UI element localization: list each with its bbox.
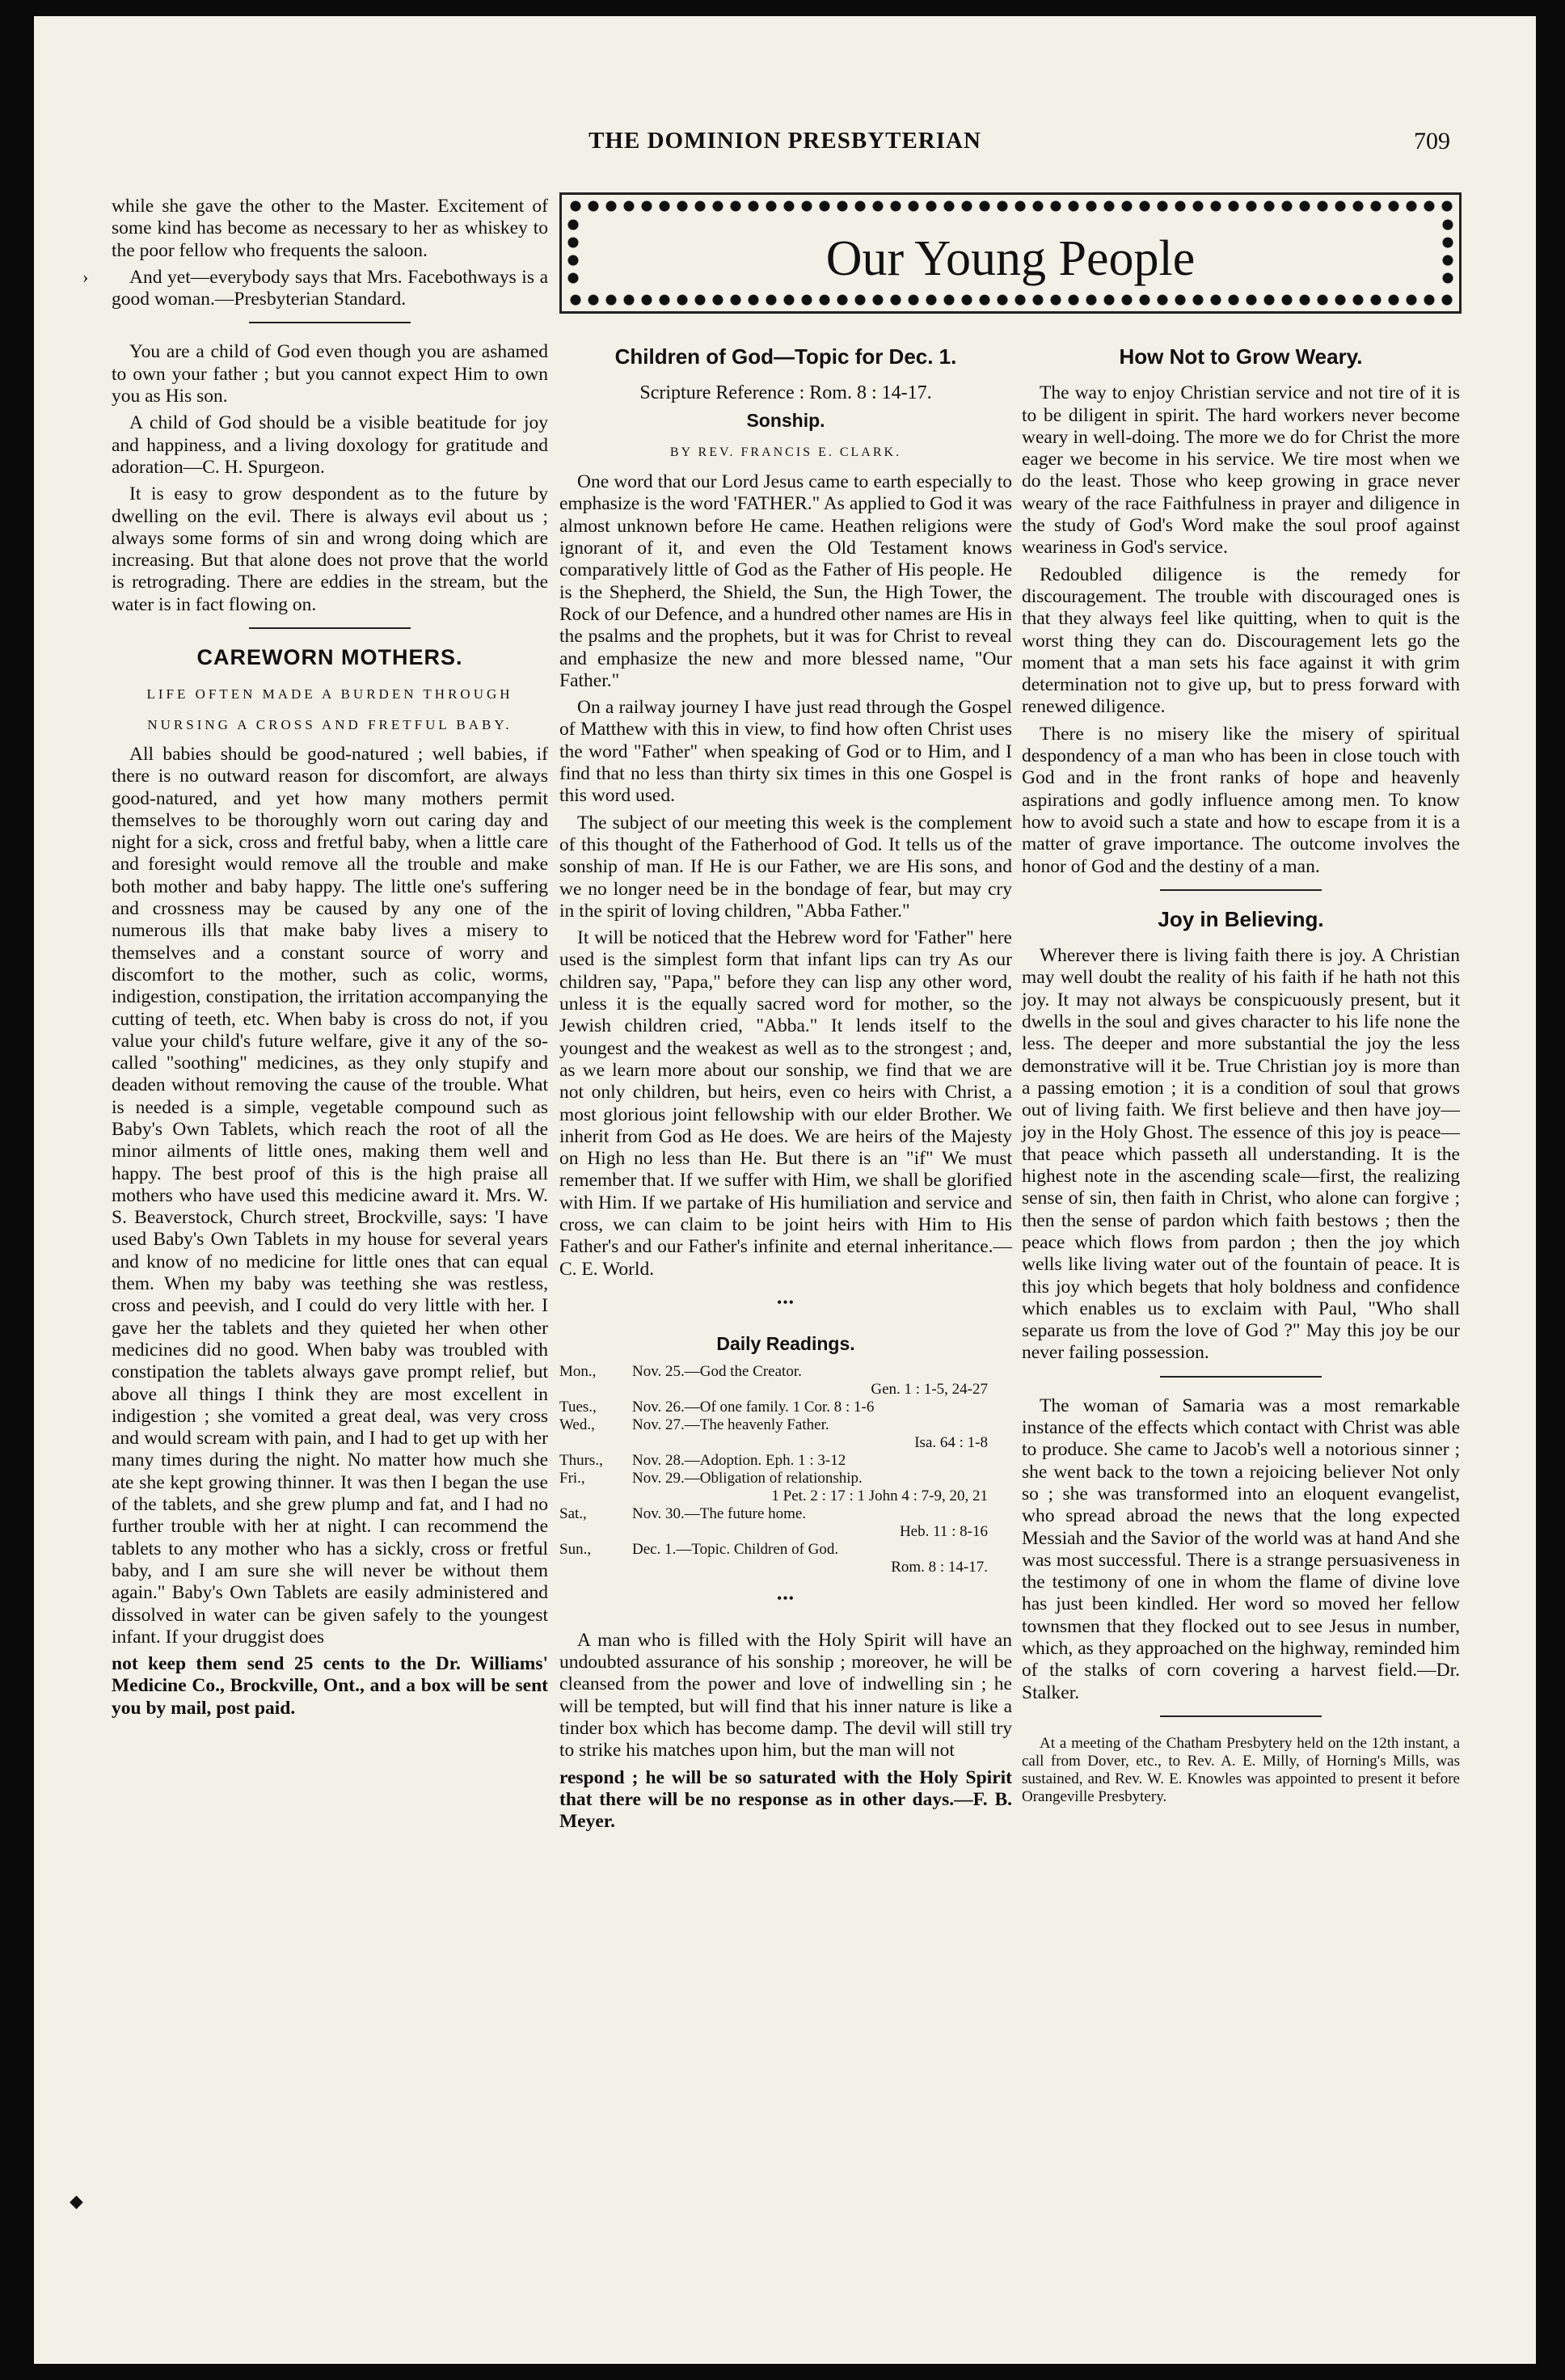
paragraph: A man who is filled with the Holy Spirit will have an undoubted assurance of his sonship ; moreover, he will be cleansed from the power and love of indwelling sin ; he will be tempted, but will find that his inner nature is like a tinder box which has become damp. The devil will still try to strike his matches upon him, but the man will not bbox=[559, 1629, 1012, 1762]
running-head: THE DOMINION PRESBYTERIAN bbox=[588, 128, 981, 154]
dot-border bbox=[567, 198, 1454, 214]
paragraph: The subject of our meeting this week is the complement of this thought of the Fatherhood of God. It tells us of the sonship of man. If He is our Father, we are His sons, and we no longer need be in the bondage of fear, but may cry in the spirit of loving children, "Abba Father." bbox=[559, 812, 1012, 922]
paragraph: One word that our Lord Jesus came to earth especially to emphasize is the word 'FATHER." As applied to God it was almost unknown before He came. Heathen religions were ignorant of it, and even the Old Testament knows comparatively little of God as the Father of His people. He is the Shepherd, the Shield, the Sun, the High Tower, the Rock of our Defence, and a hundred other names are His in the psalms and the prophets, but it was for Christ to reveal and emphasize the new and more blessed name, "Our Father." bbox=[559, 471, 1012, 691]
divider bbox=[1160, 1715, 1322, 1717]
article-subhead: NURSING A CROSS AND FRETFUL BABY. bbox=[147, 716, 513, 732]
paragraph: You are a child of God even though you are ashamed to own your father ; but you cannot expect Him to own you as His son. bbox=[112, 341, 548, 407]
paragraph: It is easy to grow despondent as to the future by dwelling on the evil. There is always evil about us ; always some forms of sin and wrong doing which are increasing. But that alone does not prove that the world is retrograding. There are eddies in the stream, but the water is in fact flowing on. bbox=[112, 483, 548, 615]
reading-row: Thurs., Nov. 28.—Adoption. Eph. 1 : 3-12 bbox=[559, 1452, 846, 1470]
readings-list bbox=[559, 1363, 1012, 1576]
article-title: How Not to Grow Weary. bbox=[1119, 344, 1363, 369]
paragraph: All babies should be good-natured ; well babies, if there is no outward reason for discomfort, are always good-natured, and yet how many mothers permit themselves to be thoroughly worn out caring day and night for a sick, cross and fretful baby, when a little care and foresight would remove all the trouble and make both mother and baby happy. The little one's suffering and crossness may be caused by any one of the numerous ills that make baby lives a misery to themselves and a constant source of worry and discomfort to the mother, such as colic, worms, indigestion, constipation, the irritation accompanying the cutting of teeth, etc. When baby is cross do not, if you value your child's future welfare, give it any of the so-called "soothing" medicines, as they only stupify and deaden without removing the cause of the trouble. What is needed is a simple, vegetable compound such as Baby's Own Tablets, which reach the root of all the minor ailments of little ones, making them well and happy. The best proof of this is the high praise all mothers who have used this medicine award it. Mrs. W. S. Beaverstock, Church street, Brockville, says: 'I have used Baby's Own Tablets in my house for several years and know of no medicine for little ones that can equal them. When my baby was teething she was restless, cross and peevish, and I could do very little with her. I gave her the tablets and they quieted her when other medicines did no good. When baby was troubled with constipation the tablets always gave prompt relief, but above all things I think they are most excellent in indigestion ; she vomited a great deal, was very cross and would scream with pain, and I had to get up with her many times during the night. No matter how much she ate she kept growing thinner. It was then I began the use of the tablets, and she grew plump and fat, and I had no further trouble with her at night. I can recommend the tablets to any mother who has a sickly, cross or fretful baby, and I am sure she will never be without them again." Baby's Own Tablets are easily administered and dissolved in water can be given safely to the youngest infant. If your druggist does bbox=[112, 743, 548, 1648]
margin-mark: › bbox=[82, 267, 89, 287]
column-left bbox=[112, 196, 548, 1724]
paragraph: And yet—everybody says that Mrs. Facebothways is a good woman.—Presbyterian Standard. bbox=[112, 266, 548, 310]
divider bbox=[249, 627, 411, 629]
byline: BY REV. FRANCIS E. CLARK. bbox=[669, 445, 902, 459]
paragraph: There is no misery like the misery of spiritual despondency of a man who has been in close touch with God and in the front ranks of hope and heavenly aspirations and godly influence among men. To know how to avoid such a state and how to escape from it is a matter of grave importance. The outcome involves the honor of God and the destiny of a man. bbox=[1022, 723, 1460, 877]
reading-row: Sun., Dec. 1.—Topic. Children of God. bbox=[559, 1541, 839, 1559]
margin-mark: ◆ bbox=[70, 2191, 83, 2211]
paragraph: On a railway journey I have just read through the Gospel of Matthew with this in view, to find how often Christ uses the word "Father" when speaking of God or to Him, and I find that no less than thirty six times in this one Gospel is this word used. bbox=[559, 697, 1012, 807]
paragraph: The way to enjoy Christian service and not tire of it is to be diligent in spirit. The hard workers never become weary in well-doing. The more we do for Christ the more eager we become in his service. We tire most when we do the least. Those who keep growing in grace never weary of the race Faithfulness in prayer and diligence in the study of God's Word make the soul proof against weariness in God's service. bbox=[1022, 382, 1460, 559]
topic-title: Children of God—Topic for Dec. 1. bbox=[614, 344, 957, 369]
reading-ref: Isa. 64 : 1-8 bbox=[914, 1434, 988, 1452]
page-number: 709 bbox=[1414, 128, 1450, 154]
divider: ••• bbox=[777, 1293, 795, 1310]
article-subhead: LIFE OFTEN MADE A BURDEN THROUGH bbox=[146, 686, 513, 703]
paragraph: The woman of Samaria was a most remarkable instance of the effects which contact with Christ was able to produce. She came to Jacob's well a notorious sinner ; she went back to the town a rejoicing believer Not only so ; she was transformed into an eloquent evangelist, who spread abroad the news that the long expected Messiah and the Savior of the world was at hand And she was most successful. There is a strange persuasiveness in the testimony of one in whom the flame of divine love has just been kindled. Her word so moved her fellow townsmen that they flocked out to see Jesus in number, which, as they approached on the highway, reminded him of the stalks of corn covering a harvest field.—Dr. Stalker. bbox=[1022, 1395, 1460, 1703]
divider bbox=[1160, 1376, 1322, 1378]
paragraph: Wherever there is living faith there is joy. A Christian may well doubt the reality of his faith if he hath not this joy. It may not always be conspicuously present, but it dwells in the soul and gives character to his life none the less. The deeper and more substantial the joy the less demonstrative will it be. True Christian joy is more than a passing emotion ; it is a condition of soul that grows out of living faith. We first believe and then have joy—joy in the Holy Ghost. The essence of this joy is peace—that peace which passeth all understanding. It is the highest note in the ascending scale—first, the realizing sense of sin, then faith in Christ, who alone can forgive ; then the sense of pardon which faith bestows ; then the peace which flows from pardon ; then the joy which wells like living water out of the fountain of peace. It is this joy which begets that holy boldness and confidence which enables us to exclaim with Paul, "Who shall separate us from the love of God ?" May this joy be our never failing possession. bbox=[1022, 945, 1460, 1364]
reading-ref: Rom. 8 : 14-17. bbox=[891, 1559, 988, 1576]
reading-row: Fri., Nov. 29.—Obligation of relationship. bbox=[559, 1470, 863, 1488]
divider bbox=[249, 322, 411, 323]
reading-ref: Heb. 11 : 8-16 bbox=[899, 1523, 988, 1541]
section-title: Our Young People bbox=[825, 231, 1196, 286]
paragraph: A child of God should be a visible beatitude for joy and happiness, and a living doxology for gratitude and adoration—C. H. Spurgeon. bbox=[112, 412, 548, 478]
reading-row: Wed., Nov. 27.—The heavenly Father. bbox=[559, 1416, 829, 1434]
reading-row: Tues., Nov. 26.—Of one family. 1 Cor. 8 : 1-6 bbox=[559, 1399, 875, 1416]
article-title: Sonship. bbox=[746, 409, 825, 431]
reading-row: Sat., Nov. 30.—The future home. bbox=[559, 1505, 807, 1523]
divider: ••• bbox=[777, 1590, 795, 1607]
news-note: At a meeting of the Chatham Presbytery held on the 12th instant, a call from Dover, etc., to Rev. A. E. Milly, of Horning's Mills, was sustained, and Rev. W. E. Knowles was appointed to present it before Orangeville Presbytery. bbox=[1022, 1734, 1460, 1805]
paragraph-bold: respond ; he will be so saturated with the Holy Spirit that there will be no response as in other days.—F. B. Meyer. bbox=[559, 1766, 1012, 1833]
reading-ref: 1 Pet. 2 : 17 : 1 John 4 : 7-9, 20, 21 bbox=[771, 1488, 988, 1505]
reading-ref: Gen. 1 : 1-5, 24-27 bbox=[871, 1381, 988, 1399]
reading-row: Mon., Nov. 25.—God the Creator. bbox=[559, 1363, 802, 1381]
section-banner bbox=[559, 192, 1462, 314]
divider bbox=[1160, 889, 1322, 891]
paragraph-bold: not keep them send 25 cents to the Dr. Williams' Medicine Co., Brockville, Ont., and a box will be sent you by mail, post paid. bbox=[112, 1653, 548, 1719]
paragraph: It will be noticed that the Hebrew word for 'Father" here used is the simplest form that infant lips can try As our children say, "Papa," before they can lisp any other word, unless it is the equally sacred word for mother, so the Jewish children cried, "Abba." It lends itself to the youngest and the weakest as well as to the strongest ; and, as we learn more about our sonship, we find that we are not only children, but heirs, even co heirs with Christ, a most glorious joint fellowship with our elder Brother. We inherit from God as He does. We are heirs of the Majesty on High no less than He. But there is an "if" We must remember that. If we suffer with Him, we shall be glorified with Him. If we partake of His humiliation and service and cross, we can claim to be joint heirs with Him to His Father's and our Father's infinite and eternal inheritance.—C. E. World. bbox=[559, 927, 1012, 1280]
paragraph: Redoubled diligence is the remedy for discouragement. The trouble with discouraged ones is that they always feel like quitting, when to quit is the worst thing they can do. Discouragement lets go the moment that a man sets his face against it with grim determination not to give up, but to press forward with renewed diligence. bbox=[1022, 563, 1460, 718]
scripture-reference: Scripture Reference : Rom. 8 : 14-17. bbox=[639, 382, 932, 404]
article-title: Joy in Believing. bbox=[1158, 906, 1324, 931]
newspaper-page bbox=[34, 16, 1536, 2364]
paragraph: while she gave the other to the Master. Excitement of some kind has become as necessary to her as whiskey to the poor fellow who frequents the saloon. bbox=[112, 196, 548, 261]
article-title: CAREWORN MOTHERS. bbox=[196, 645, 463, 670]
column-middle bbox=[559, 340, 1012, 1838]
column-right bbox=[1022, 340, 1460, 1811]
dot-border bbox=[567, 292, 1454, 308]
readings-title: Daily Readings. bbox=[716, 1333, 855, 1355]
